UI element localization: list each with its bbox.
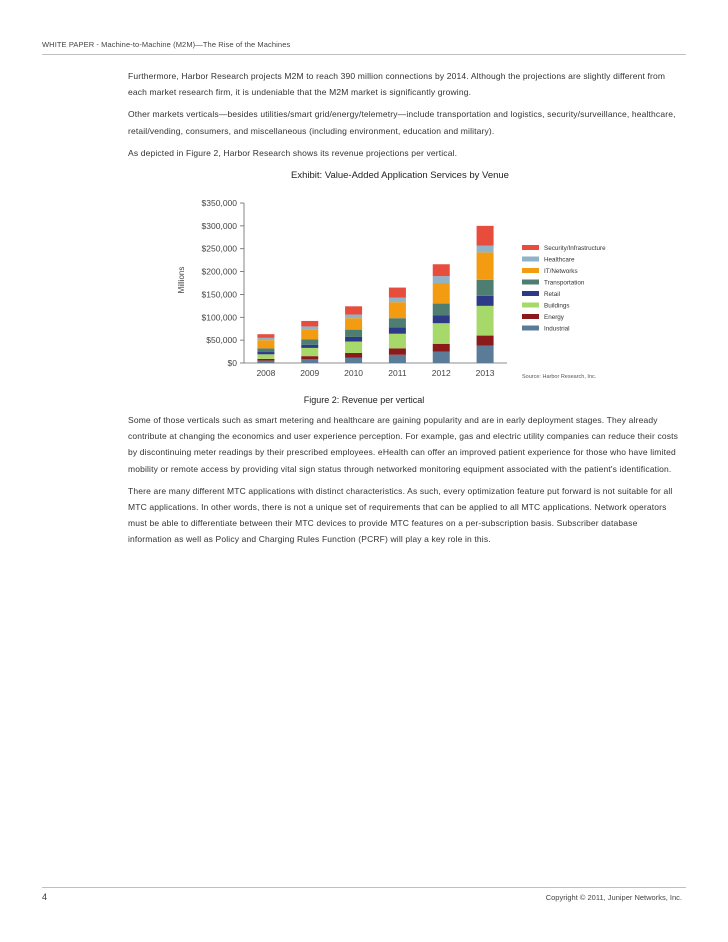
legend-swatch [522, 326, 539, 331]
y-axis-label: Millions [177, 266, 186, 294]
bar-segment [301, 326, 318, 329]
bar-segment [257, 359, 274, 361]
document-header: WHITE PAPER - Machine-to-Machine (M2M)—The Rise of the Machines [42, 40, 291, 49]
y-tick-label: $300,000 [201, 220, 237, 231]
bar-segment [433, 344, 450, 352]
bar-segment [257, 361, 274, 363]
legend-swatch [522, 245, 539, 250]
bar-segment [433, 352, 450, 363]
legend-label: Buildings [544, 302, 570, 310]
legend-label: Transportation [544, 279, 585, 287]
bar-segment [257, 352, 274, 354]
bar-segment [345, 337, 362, 342]
bar-segment [301, 339, 318, 344]
y-tick-label: $250,000 [201, 243, 237, 254]
y-tick-label: $100,000 [201, 312, 237, 323]
legend-swatch [522, 291, 539, 296]
bar-segment [477, 296, 494, 306]
x-tick-label: 2012 [431, 368, 451, 378]
bar-segment [345, 353, 362, 358]
bar-segment [389, 298, 406, 303]
bar-segment [257, 354, 274, 359]
bar-segment [433, 323, 450, 344]
revenue-chart [170, 168, 640, 383]
bar-segment [257, 340, 274, 348]
chart-bars [257, 226, 493, 363]
figure-caption: Figure 2: Revenue per vertical [303, 395, 425, 405]
paragraph: Other markets verticals—besides utilities/smart grid/energy/telemetry—include transportation and logistics, security/surveillance, healthcare, retail/vending, consumers, and miscellaneous (including environment, education and military). [128, 109, 676, 136]
body-text [128, 412, 683, 554]
paragraph: As depicted in Figure 2, Harbor Research shows its revenue projections per vertical. [128, 147, 458, 158]
legend-swatch [522, 303, 539, 308]
paragraph: There are many different MTC applications with distinct characteristics. As such, every optimization feature put forward is not suitable for all MTC applications. In other words, there is not a unique set of requirements that can be applied to all MTC applications. Network operators must be able to differentiate between their MTC devices to provide MTC features on a per-subscription basis. Subscriber database information as well as Policy and Charging Rules Function (PCRF) will play a key role in this. [128, 485, 673, 545]
legend-label: Energy [544, 314, 564, 321]
y-tick-label: $150,000 [201, 289, 237, 300]
x-tick-label: 2010 [344, 368, 364, 378]
bar-segment [301, 348, 318, 356]
bar-segment [477, 252, 494, 279]
paragraph: Furthermore, Harbor Research projects M2M to reach 390 million connections by 2014. Although the projections are slightly different from each market research firm, it is undeniable that the M2M market is significantly growing. [128, 71, 666, 98]
bar-segment [345, 342, 362, 353]
bar-segment [433, 283, 450, 304]
bar-segment [257, 338, 274, 340]
bar-segment [389, 334, 406, 349]
bar-segment [433, 315, 450, 323]
bar-segment [433, 276, 450, 283]
x-tick-label: 2011 [388, 368, 407, 378]
chart-title: Exhibit: Value-Added Application Services by Venue [291, 170, 509, 181]
bar-segment [389, 288, 406, 298]
legend-swatch [522, 280, 539, 285]
bar-segment [389, 355, 406, 363]
bar-segment [301, 359, 318, 363]
bar-segment [301, 345, 318, 348]
y-tick-label: $350,000 [201, 198, 237, 208]
bar-segment [301, 356, 318, 359]
bar-segment [389, 318, 406, 327]
bar-segment [433, 264, 450, 276]
page-number: 4 [42, 892, 48, 902]
header-divider [42, 54, 686, 55]
bar-segment [477, 306, 494, 336]
bar-segment [257, 334, 274, 338]
x-tick-label: 2009 [300, 368, 320, 378]
legend-label: Retail [544, 291, 561, 298]
footer-divider [42, 887, 686, 888]
bar-segment [477, 246, 494, 253]
legend-swatch [522, 268, 539, 273]
bar-segment [301, 321, 318, 326]
bar-segment [345, 358, 362, 363]
paragraph: Some of those verticals such as smart metering and healthcare are gaining popularity and are in early deployment stages. They already contribute at changing the economics and user experience perception. For example, gas and electric utility companies can reduce their costs by discontinuing meter readings by their prescribed employees. eHealth can offer an improved patient experience for those who have limited mobility or remote access by providing vital sign status through networked monitoring equipment associated with the patient's identification. [128, 415, 679, 474]
chart-source: Source: Harbor Research, Inc. [522, 374, 597, 380]
x-tick-label: 2013 [475, 368, 495, 378]
bar-segment [389, 327, 406, 333]
bar-segment [345, 315, 362, 319]
legend-label: Security/Infrastructure [544, 245, 606, 252]
y-tick-label: $50,000 [206, 335, 237, 346]
y-tick-label: $200,000 [201, 266, 237, 277]
bar-segment [345, 318, 362, 329]
bar-segment [433, 304, 450, 316]
bar-segment [257, 348, 274, 352]
bar-segment [301, 329, 318, 339]
bar-segment [389, 302, 406, 318]
x-tick-label: 2008 [256, 368, 276, 378]
bar-segment [477, 226, 494, 246]
legend-label: IT/Networks [544, 268, 578, 275]
bar-segment [345, 330, 362, 337]
legend-swatch [522, 314, 539, 319]
legend-label: Healthcare [544, 256, 575, 264]
bar-segment [477, 346, 494, 363]
legend-label: Industrial [544, 325, 570, 333]
bar-segment [389, 348, 406, 354]
chart-legend [522, 245, 606, 333]
y-tick-label: $0 [227, 358, 237, 368]
bar-segment [477, 280, 494, 296]
bar-segment [345, 306, 362, 314]
legend-swatch [522, 257, 539, 262]
copyright-notice: Copyright © 2011, Juniper Networks, Inc. [545, 893, 682, 902]
bar-segment [477, 336, 494, 346]
intro-text [128, 68, 683, 167]
